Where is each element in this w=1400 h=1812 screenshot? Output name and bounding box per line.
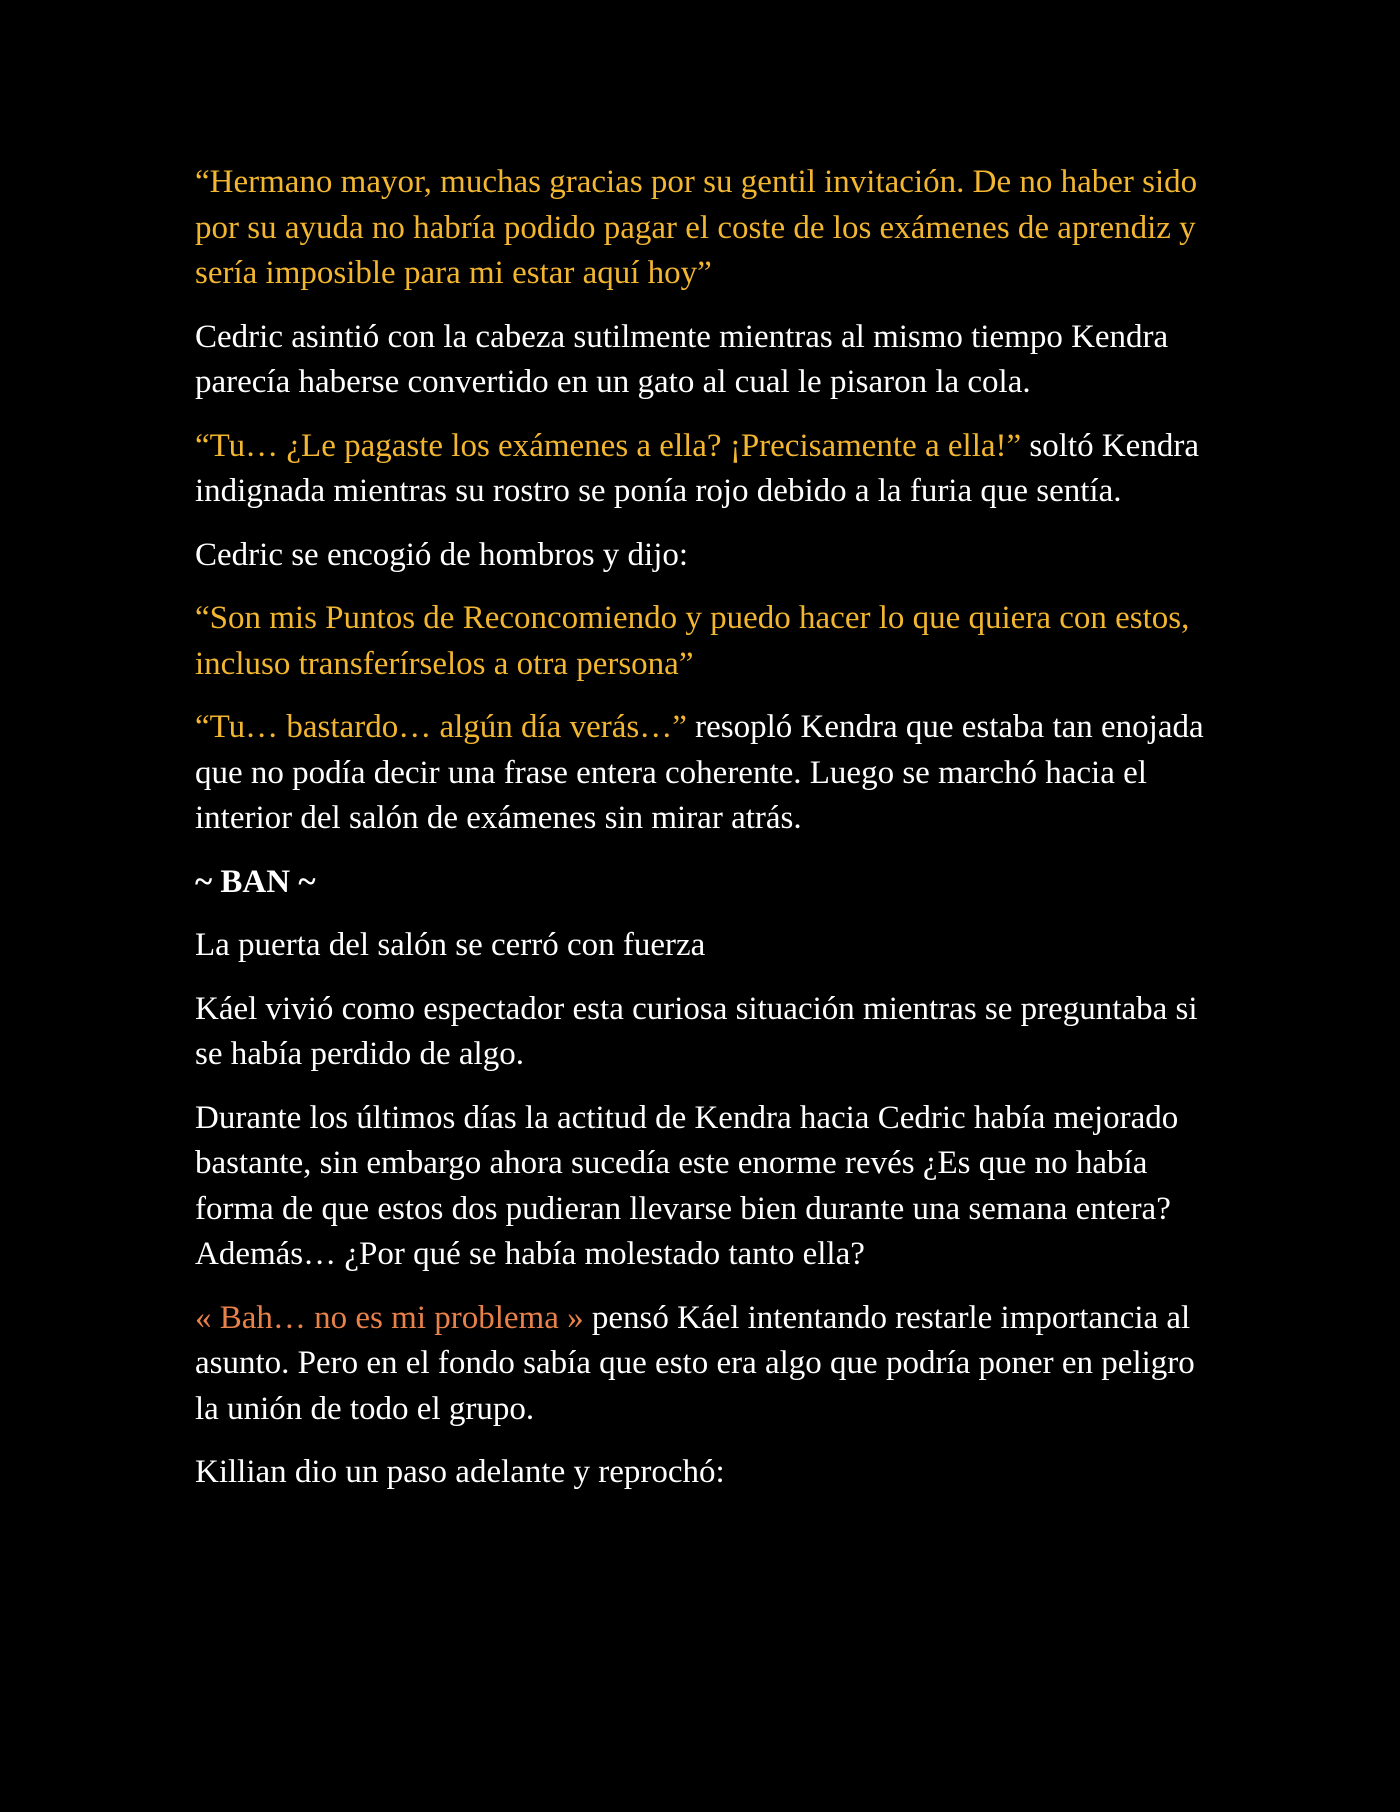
narration-text: Durante los últimos días la actitud de Kendra hacia Cedric había mejorado bastante, sin embargo ahora sucedía este enorme revés ¿Es que no había forma de que estos dos pudieran llevarse bien durante una semana entera? Además… ¿Por qué se había molestado tanto ella? [195, 1099, 1179, 1272]
narration-text: Killian dio un paso adelante y reprochó: [195, 1454, 725, 1490]
paragraph [195, 987, 1215, 1078]
narration-text: Káel vivió como espectador esta curiosa situación mientras se preguntaba si se había perdido de algo. [195, 990, 1198, 1072]
dialogue-text: “Son mis Puntos de Reconcomiendo y puedo hacer lo que quiera con estos, incluso transferírselos a otra persona” [195, 600, 1190, 682]
paragraph [195, 160, 1215, 297]
paragraph [195, 1296, 1215, 1433]
thought-text: « Bah… no es mi problema » [195, 1299, 584, 1336]
paragraph [195, 705, 1215, 842]
sound-effect-text: ~ BAN ~ [195, 863, 316, 900]
narration-text: Cedric asintió con la cabeza sutilmente mientras al mismo tiempo Kendra parecía haberse convertido en un gato al cual le pisaron la cola. [195, 318, 1169, 400]
dialogue-text: “Hermano mayor, muchas gracias por su gentil invitación. De no haber sido por su ayuda no habría podido pagar el coste de los exámenes de aprendiz y sería imposible para mi estar aquí hoy” [195, 164, 1198, 291]
paragraph [195, 315, 1215, 406]
paragraph [195, 923, 1215, 969]
dialogue-text: “Tu… ¿Le pagaste los exámenes a ella? ¡Precisamente a ella!” [195, 427, 1022, 464]
paragraph [195, 1450, 1215, 1496]
narration-text: La puerta del salón se cerró con fuerza [195, 927, 706, 963]
paragraph [195, 860, 1215, 906]
narration-text: Cedric se encogió de hombros y dijo: [195, 536, 689, 573]
narration-text: resopló Kendra que estaba tan enojada que no podía decir una frase entera coherente. Luego se marchó hacia el interior del salón de exámenes sin mirar atrás. [195, 709, 1204, 836]
narration-text: soltó Kendra indignada mientras su rostro se ponía rojo debido a la furia que sentía. [195, 427, 1199, 509]
paragraph [195, 596, 1215, 687]
document-page [195, 160, 1215, 1514]
paragraph [195, 533, 1215, 579]
paragraph [195, 1096, 1215, 1278]
narration-text: pensó Káel intentando restarle importancia al asunto. Pero en el fondo sabía que esto era algo que podría poner en peligro la unión de todo el grupo. [195, 1299, 1195, 1427]
dialogue-text: “Tu… bastardo… algún día verás…” [195, 709, 687, 745]
paragraph [195, 424, 1215, 515]
